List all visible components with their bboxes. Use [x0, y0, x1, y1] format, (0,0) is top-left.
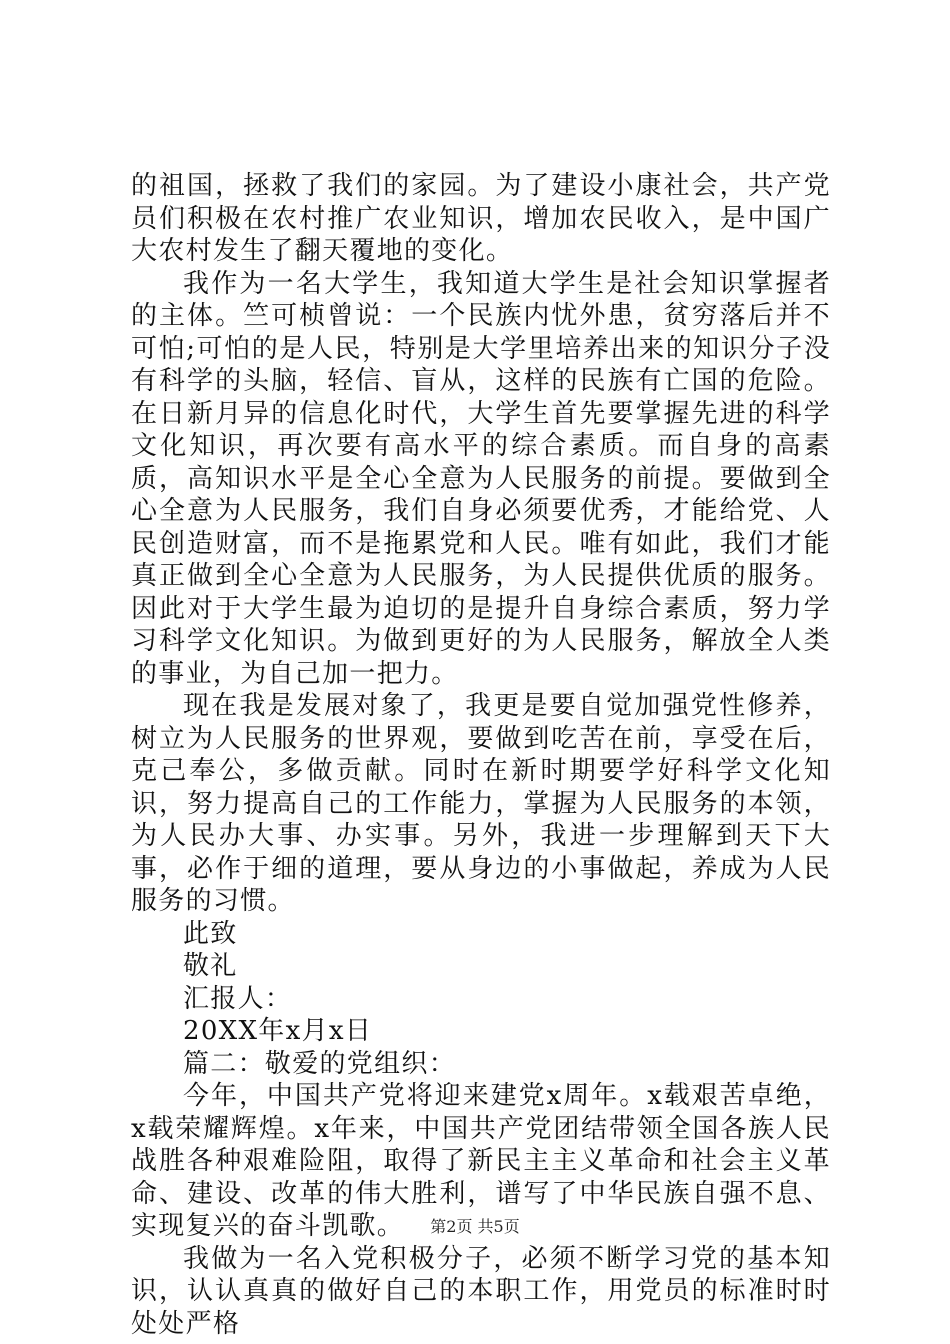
section-heading: 篇二：敬爱的党组织：	[183, 1048, 457, 1079]
paragraph-3: 现在我是发展对象了，我更是要自觉加强党性修养，树立为人民服务的世界观，要做到吃苦在前，享受在后，克己奉公，多做贡献。同时在新时期要学好科学文化知识，努力提高自己的工作能力，掌握为人民服务的本领，为人民办大事、办实事。另外，我进一步理解到天下大事，必作于细的道理，要从身边的小事做起，养成为人民服务的习惯。	[131, 691, 831, 916]
reporter-line: 汇报人：	[183, 983, 293, 1014]
paragraph-2: 我作为一名大学生，我知道大学生是社会知识掌握者的主体。竺可桢曾说：一个民族内忧外患，贫穷落后并不可怕;可怕的是人民，特别是大学里培养出来的知识分子没有科学的头脑，轻信、盲从，这样的民族有亡国的危险。在日新月异的信息化时代，大学生首先要掌握先进的科学文化知识，再次要有高水平的综合素质。而自身的高素质，高知识水平是全心全意为人民服务的前提。要做到全心全意为人民服务，我们自身必须要优秀，才能给党、人民创造财富，而不是拖累党和人民。唯有如此，我们才能真正做到全心全意为人民服务，为人民提供优质的服务。因此对于大学生最为迫切的是提升自身综合素质，努力学习科学文化知识。为做到更好的为人民服务，解放全人类的事业，为自己加一把力。	[131, 268, 831, 689]
date-line: 20XX年x月x日	[183, 1016, 373, 1046]
paragraph-4: 今年，中国共产党将迎来建党x周年。x载艰苦卓绝，x载荣耀辉煌。x年来，中国共产党团结带领全国各族人民战胜各种艰难险阻，取得了新民主主义革命和社会主义革命、建设、改革的伟大胜利，谱写了中华民族自强不息、实现复兴的奋斗凯歌。	[131, 1081, 831, 1241]
paragraph-1: 的祖国，拯救了我们的家园。为了建设小康社会，共产党员们积极在农村推广农业知识，增加农民收入，是中国广大农村发生了翻天覆地的变化。	[131, 171, 831, 266]
closing-salutation-1: 此致	[183, 918, 238, 949]
paragraph-5: 我做为一名入党积极分子，必须不断学习党的基本知识，认认真真的做好自己的本职工作，用党员的标准时时处处严格	[131, 1243, 831, 1339]
document-body	[131, 170, 831, 1340]
closing-salutation-2: 敬礼	[183, 951, 238, 981]
page-footer: 第2页 共5页	[430, 1217, 520, 1236]
